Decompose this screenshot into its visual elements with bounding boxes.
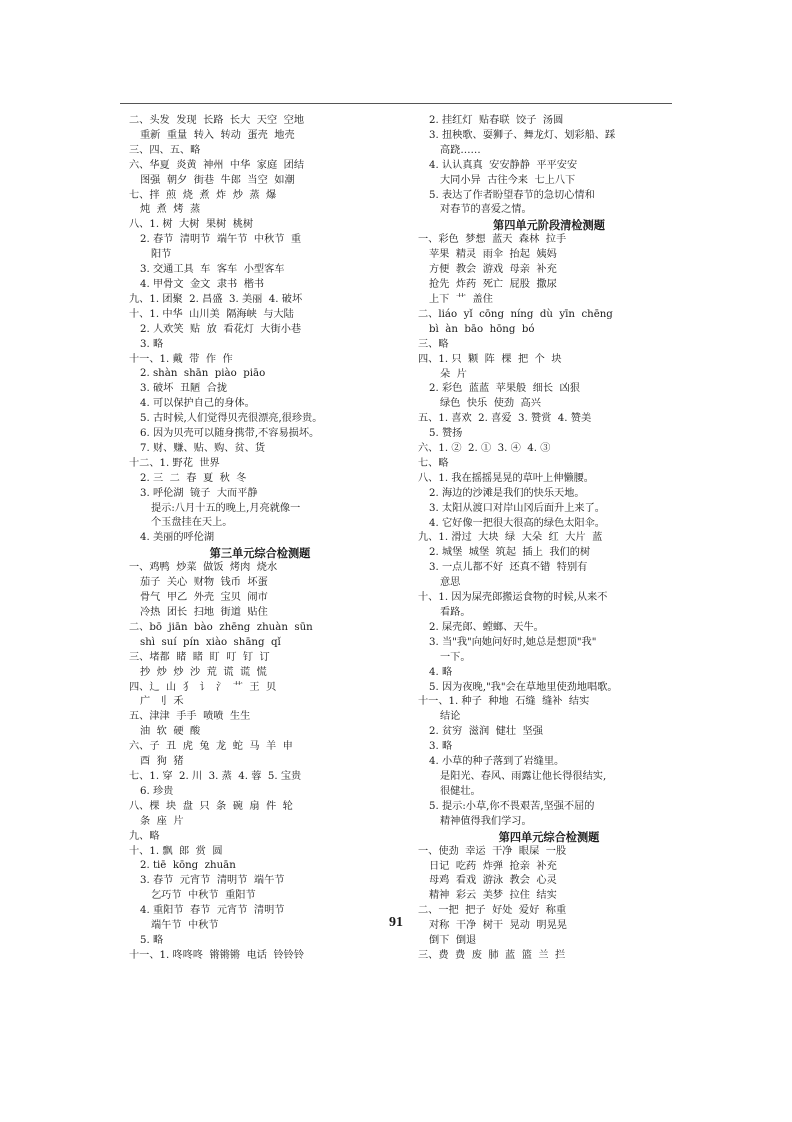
section-heading: 第四单元阶段清检测题: [493, 218, 605, 233]
answer-line: 朵 片: [440, 368, 467, 380]
answer-line: 很健壮。: [440, 785, 481, 797]
answer-line: 三、略: [418, 338, 449, 350]
answer-line: 3. 当"我"向她问好时,她总是想顶"我": [429, 636, 597, 648]
answer-line: 看路。: [440, 607, 471, 618]
answer-line: 对称 干净 树干 晃动 明晃晃: [429, 920, 567, 932]
answer-line: 4. 认认真真 安安静静 平平安安: [429, 159, 578, 171]
answer-line: 骨气 甲乙 外壳 宝贝 闹市: [140, 592, 268, 604]
answer-line: 3. 略: [429, 741, 453, 753]
answer-line: 九、1. 团聚 2. 昌盛 3. 美丽 4. 破坏: [129, 293, 303, 305]
answer-line: 广 刂 禾: [140, 696, 184, 708]
answer-line: 重新 重量 转入 转动 蛋壳 地壳: [140, 129, 295, 141]
answer-line: 上下 艹 盖住: [429, 293, 493, 305]
answer-line: 茄子 关心 财物 钱币 坏蛋: [140, 577, 268, 589]
answer-line: 冷热 团长 扫地 街道 贴住: [140, 607, 268, 618]
answer-line: 5. 提示:小草,你不畏艰苦,坚强不屈的: [429, 800, 595, 812]
page-number: 91: [389, 915, 403, 930]
answer-line: 3. 扭秧歌、耍狮子、舞龙灯、划彩船、踩: [429, 129, 616, 141]
answer-line: 十二、1. 野花 世界: [129, 457, 220, 469]
answer-line: 一、使劲 幸运 干净 眼屎 一股: [418, 845, 567, 857]
answer-line: 2. 挂红灯 贴春联 饺子 汤圆: [429, 115, 564, 126]
answer-line: 提示:八月十五的晚上,月亮就像一: [151, 502, 301, 514]
answer-line: 3. 太阳从渡口对岸山冈后面升上来了。: [429, 502, 605, 514]
answer-line: 二、头发 发现 长路 长大 天空 空地: [129, 115, 305, 126]
answer-line: 九、略: [129, 830, 160, 842]
answer-line: 3. 略: [140, 338, 164, 350]
answer-line: 条 座 片: [140, 815, 184, 827]
answer-line: 高跷……: [440, 144, 481, 156]
answer-line: 十、1. 飘 郎 赏 圆: [129, 845, 223, 857]
answer-line: 5. 赞扬: [429, 428, 463, 440]
answer-line: 2. 屎壳郎、螳螂、天牛。: [429, 621, 544, 633]
answer-line: 十、1. 中华 山川美 隔海峡 与大陆: [129, 308, 294, 320]
answer-line: 5. 古时候,人们觉得贝壳很漂亮,很珍贵。: [140, 413, 323, 425]
answer-line: shì suí pín xiào shāng qǐ: [140, 636, 281, 648]
answer-line: 4. 甲骨文 金文 隶书 楷书: [140, 278, 265, 290]
answer-line: 个玉盘挂在天上。: [151, 517, 233, 529]
answer-line: 二、一把 把子 好处 爱好 称重: [418, 905, 567, 917]
answer-line: 一、鸡鸭 炒菜 做饭 烤肉 烧水: [129, 562, 278, 574]
answer-line: 3. 呼伦湖 镜子 大而平静: [140, 487, 258, 499]
answer-line: 七、拌 煎 烧 煮 炸 炒 蒸 爆: [129, 189, 277, 201]
answer-line: 乞巧节 中秋节 重阳节: [151, 890, 256, 902]
answer-line: 2. 彩色 蓝蓝 苹果般 细长 凶狠: [429, 383, 580, 395]
answer-line: 八、棵 块 盘 只 条 碗 扇 件 轮: [129, 800, 293, 812]
answer-line: 六、子 丑 虎 兔 龙 蛇 马 羊 申: [129, 741, 293, 753]
answer-line: 方便 教会 游戏 母亲 补充: [429, 264, 557, 276]
answer-line: 十、1. 因为屎壳郎搬运食物的时候,从来不: [418, 592, 608, 604]
answer-line: 3. 春节 元宵节 清明节 端午节: [140, 875, 285, 887]
answer-line: 倒下 倒退: [429, 935, 477, 947]
answer-line: 母鸡 看戏 游泳 教会 心灵: [429, 875, 557, 887]
answer-line: 酉 狗 猪: [140, 756, 184, 768]
section-heading: 第四单元综合检测题: [498, 829, 600, 844]
answer-line: 四、1. 只 颗 阵 棵 把 个 块: [418, 353, 562, 365]
answer-line: 六、1. ② 2. ① 3. ④ 4. ③: [418, 443, 551, 455]
answer-line: 2. tiē kōng zhuān: [140, 860, 236, 872]
answer-line: 5. 表达了作者盼望春节的急切心情和: [429, 189, 595, 201]
answer-line: 八、1. 我在摇摇晃晃的草叶上伸懒腰。: [418, 472, 594, 484]
answer-line: 5. 因为夜晚,"我"会在草地里使劲地唱歌。: [429, 681, 618, 693]
answer-line: 八、1. 树 大树 果树 桃树: [129, 219, 254, 231]
answer-line: 苹果 精灵 雨伞 抬起 姨妈: [429, 249, 557, 261]
answer-line: 阳节: [151, 249, 172, 261]
answer-line: 是阳光、春风、雨露让他长得很结实,: [440, 770, 607, 782]
answer-line: 2. 三 二 春 夏 秋 冬: [140, 472, 247, 484]
answer-line: 三、四、五、略: [129, 144, 201, 156]
answer-line: 3. 一点儿都不好 还真不错 特别有: [429, 562, 588, 574]
answer-line: 6. 珍贵: [140, 785, 174, 797]
answer-line: 4. 小草的种子落到了岩缝里。: [429, 756, 565, 768]
answer-line: 五、津津 手手 喷喷 生生: [129, 711, 251, 723]
answer-line: 2. 春节 清明节 端午节 中秋节 重: [140, 234, 302, 246]
answer-line: 结论: [440, 711, 461, 723]
answer-line: 2. 贫穷 滋润 健壮 坚强: [429, 726, 543, 738]
answer-line: 对春节的喜爱之情。: [440, 204, 532, 216]
answer-line: 十一、1. 种子 种地 石缝 缝补 结实: [418, 696, 590, 708]
answer-line: 七、略: [418, 457, 449, 469]
answer-line: 十一、1. 咚咚咚 锵锵锵 电话 铃铃铃: [129, 949, 305, 961]
answer-line: 大同小异 古往今来 七上八下: [440, 174, 576, 186]
answer-line: 2. 人欢笑 贴 放 看花灯 大街小巷: [140, 323, 302, 335]
answer-line: 二、bō jiān bào zhēng zhuàn sūn: [129, 621, 313, 633]
answer-line: 4. 美丽的呼伦湖: [140, 532, 215, 544]
answer-line: 炖 煮 烤 蒸: [140, 204, 201, 216]
answer-line: 7. 财、赚、贴、购、贫、货: [140, 442, 266, 454]
answer-line: 九、1. 滑过 大块 绿 大朵 红 大片 蓝: [418, 532, 603, 544]
answer-line: 3. 交通工具 车 客车 小型客车: [140, 264, 285, 276]
answer-line: 二、liáo yǐ cōng níng dù yīn chēng: [418, 308, 613, 320]
section-heading: 第三单元综合检测题: [209, 546, 311, 561]
answer-line: 4. 重阳节 春节 元宵节 清明节: [140, 905, 285, 917]
answer-line: 2. 海边的沙滩是我们的快乐天地。: [429, 487, 585, 499]
answer-line: 3. 破坏 丑陋 合拢: [140, 383, 228, 395]
answer-line: 油 软 硬 酸: [140, 726, 201, 738]
answer-line: 抢先 炸药 死亡 屁股 撒尿: [429, 279, 557, 291]
answer-line: 一、彩色 梦想 蓝天 森林 拉手: [418, 234, 567, 246]
answer-line: 三、堵都 睹 睹 盯 叮 钉 订: [129, 651, 270, 663]
answer-line: 4. 可以保护自己的身体。: [140, 398, 255, 410]
answer-line: 十一、1. 戴 带 作 作: [129, 353, 233, 365]
answer-line: 5. 略: [140, 934, 164, 946]
answer-line: 日记 吃药 炸弹 抢亲 补充: [429, 860, 557, 872]
answer-line: 抄 炒 炒 沙 荒 谎 谎 慌: [140, 666, 267, 678]
answer-line: 一下。: [440, 651, 471, 663]
answer-line: 绿色 快乐 使劲 高兴: [440, 398, 541, 410]
answer-line: 4. 略: [429, 666, 453, 678]
answer-line: 图强 朝夕 街巷 牛郎 当空 如潮: [140, 174, 295, 186]
answer-line: 端午节 中秋节: [151, 920, 219, 932]
answer-line: 三、费 费 废 肺 蓝 篮 兰 拦: [418, 949, 566, 961]
answer-line: 精神值得我们学习。: [440, 815, 532, 827]
answer-line: bì àn bāo hōng bó: [429, 323, 535, 335]
header-rule: [120, 103, 672, 104]
answer-line: 6. 因为贝壳可以随身携带,不容易损坏。: [140, 428, 320, 440]
answer-line: 五、1. 喜欢 2. 喜爱 3. 赞赏 4. 赞美: [418, 413, 592, 425]
answer-line: 意思: [440, 577, 461, 589]
answer-line: 2. shàn shān piào piāo: [140, 368, 266, 380]
right-answer-column: [418, 114, 680, 964]
left-answer-column: [129, 114, 391, 964]
answer-line: 4. 它好像一把很大很高的绿色太阳伞。: [429, 517, 605, 529]
answer-line: 七、1. 穿 2. 川 3. 蒸 4. 蓉 5. 宝贵: [129, 770, 302, 782]
answer-line: 精神 彩云 美梦 拉住 结实: [429, 890, 557, 902]
answer-line: 四、辶 山 犭 讠 氵 艹 王 贝: [129, 681, 277, 693]
answer-line: 六、华夏 炎黄 神州 中华 家庭 团结: [129, 159, 305, 171]
answer-line: 2. 城堡 城堡 筑起 插上 我们的树: [429, 547, 591, 559]
